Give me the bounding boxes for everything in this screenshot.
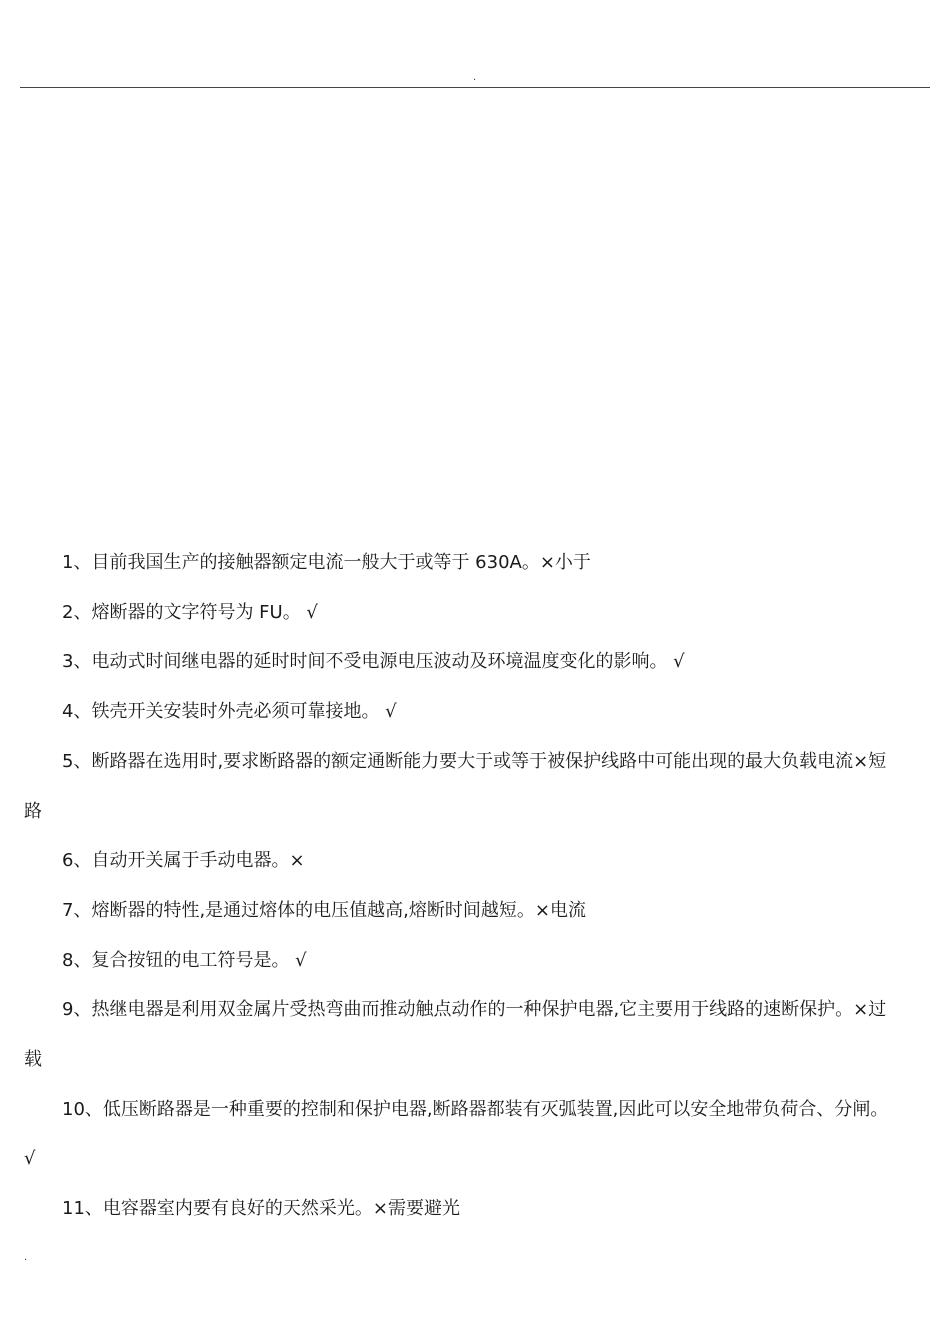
question-item-5: 5、断路器在选用时,要求断路器的额定通断能力要大于或等于被保护线路中可能出现的最大负载电流×短路: [24, 750, 887, 822]
question-item-6: 6、自动开关属于手动电器。×: [62, 850, 305, 872]
header-mark: .: [473, 72, 477, 83]
document-body: [24, 538, 900, 1234]
question-item-11: 11、电容器室内要有良好的天然采光。×需要避光: [62, 1198, 460, 1220]
question-item-8: 8、复合按钮的电工符号是。 √: [62, 949, 307, 971]
question-item-9: 9、热继电器是利用双金属片受热弯曲而推动触点动作的一种保护电器,它主要用于线路的速断保护。×过载: [24, 999, 887, 1071]
question-item-4: 4、铁壳开关安装时外壳必须可靠接地。 √: [62, 701, 397, 723]
header-rule: [20, 87, 930, 88]
question-item-7: 7、熔断器的特性,是通过熔体的电压值越高,熔断时间越短。×电流: [62, 899, 586, 921]
question-item-2: 2、熔断器的文字符号为 FU。 √: [62, 601, 318, 623]
question-item-10: 10、低压断路器是一种重要的控制和保护电器,断路器都装有灭弧装置,因此可以安全地带负荷合、分闸。 √: [24, 1098, 889, 1170]
question-item-1: 1、目前我国生产的接触器额定电流一般大于或等于 630A。×小于: [62, 552, 591, 573]
question-item-3: 3、电动式时间继电器的延时时间不受电源电压波动及环境温度变化的影响。 √: [62, 651, 685, 673]
footer-mark: .: [24, 1252, 28, 1263]
